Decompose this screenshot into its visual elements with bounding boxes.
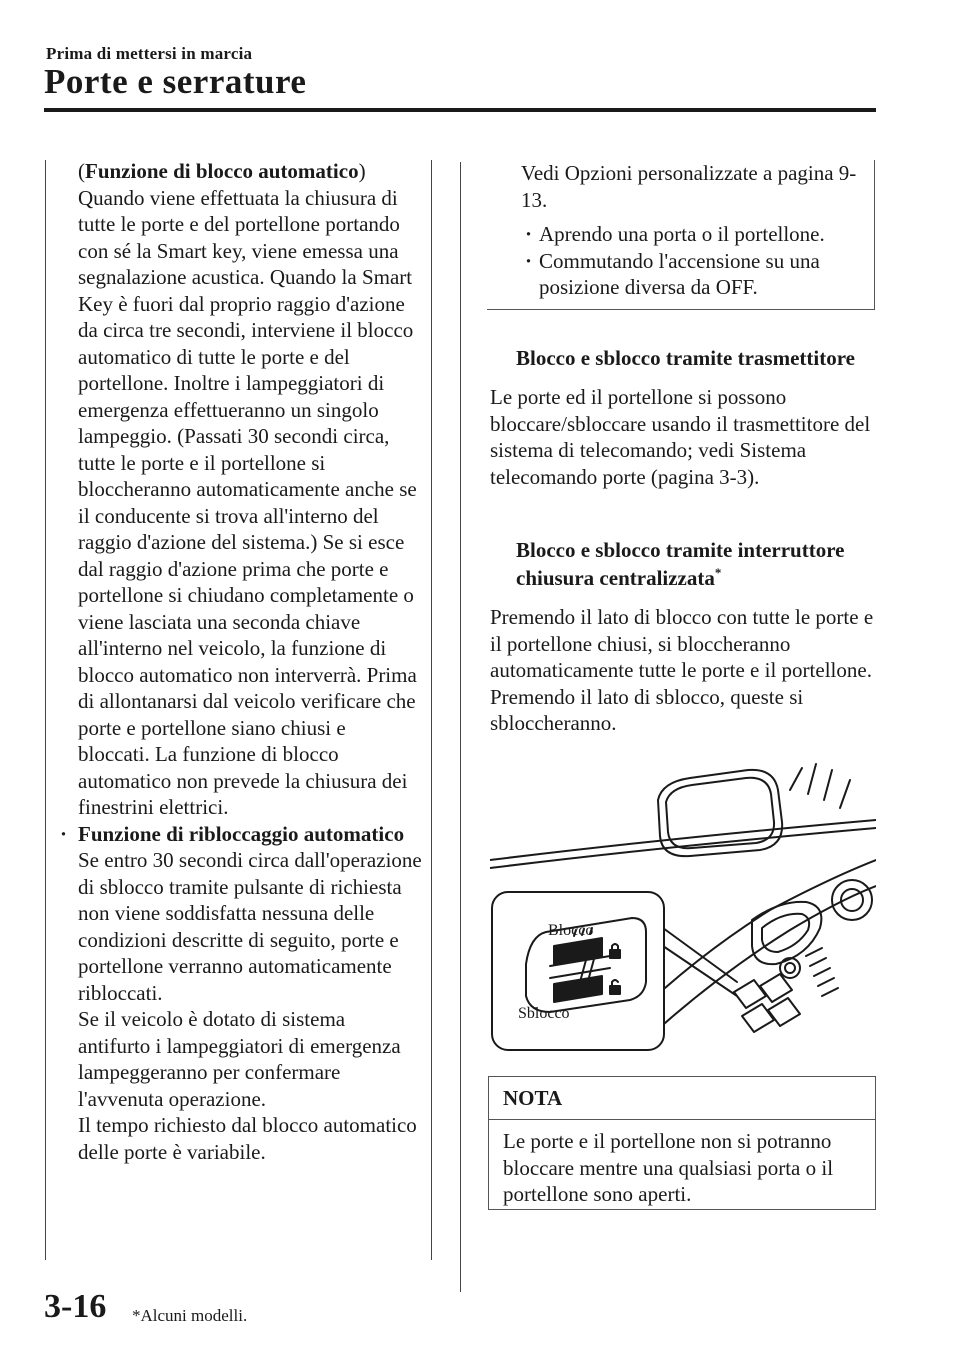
continued-info-box [487, 160, 875, 310]
box-bullet-text: Aprendo una porta o il portellone. [539, 222, 825, 246]
section-label: Prima di mettersi in marcia [46, 44, 253, 63]
transmitter-heading: Blocco e sblocco tramite trasmettitore [516, 346, 855, 370]
bullet-dot: · [525, 222, 533, 246]
auto-lock-heading [50, 158, 422, 185]
label-unlock: Sblocco [518, 1005, 570, 1022]
left-margin-line [45, 160, 46, 1260]
door-panel-illustration [490, 760, 876, 1060]
center-divider [460, 162, 461, 1292]
box-text: Vedi Opzioni personalizzate a pagina 9-13. [521, 161, 857, 212]
box-bullet-1 [521, 221, 860, 248]
header-rule [44, 108, 876, 112]
page-number: 3-16 [44, 1288, 107, 1325]
transmitter-section [490, 344, 876, 490]
switch-section [490, 536, 876, 737]
switch-paragraph-2: Premendo il lato di sblocco, queste si sbloccheranno. [490, 684, 804, 735]
left-column [50, 158, 422, 1165]
relock-paragraph-1: Se entro 30 secondi circa dall'operazione di sblocco tramite pulsante di richiesta non viene soddisfatta nessuna delle condizioni descritte di seguito, porte e portellone verranno automaticamente ribloccati. [78, 848, 422, 1005]
door-lock-switch-figure [490, 760, 876, 1060]
auto-lock-heading-text: Funzione di blocco automatico [85, 159, 359, 183]
label-lock: Blocco [548, 922, 594, 939]
switch-heading-text: Blocco e sblocco tramite interruttore chiusura centralizzata [516, 538, 845, 590]
relock-paragraph-3: Il tempo richiesto dal blocco automatico delle porte è variabile. [78, 1113, 417, 1164]
note-text: Le porte e il portellone non si potranno bloccare mentre una qualsiasi porta o il portellone sono aperti. [503, 1129, 834, 1206]
heading-paren-close: ) [358, 159, 366, 183]
column-divider [431, 160, 432, 1260]
switch-paragraph-1: Premendo il lato di blocco con tutte le porte e il portellone chiusi, si bloccheranno automaticamente tutte le porte e il portellone. [490, 605, 874, 682]
relock-heading: Funzione di ribloccaggio automatico [78, 821, 405, 846]
relock-paragraph-2: Se il veicolo è dotato di sistema antifurto i lampeggiatori di emergenza lampeggeranno per confermare l'avvenuta operazione. [78, 1007, 401, 1111]
page-title: Porte e serrature [44, 62, 307, 101]
box-bullet-2 [521, 248, 860, 301]
transmitter-paragraph: Le porte ed il portellone si possono bloccare/sbloccare usando il trasmettitore del sistema di telecomando; vedi Sistema telecomando porte (pagina 3-3). [490, 385, 871, 489]
footnote-marker: * [714, 565, 722, 580]
relock-bullet-item [50, 821, 422, 1166]
footnote: *Alcuni modelli. [132, 1306, 248, 1325]
note-heading: NOTA [489, 1077, 875, 1120]
box-bullet-text: Commutando l'accensione su una posizione diversa da OFF. [539, 248, 820, 299]
bullet-dot: · [60, 821, 68, 846]
heading-paren-open: ( [78, 159, 85, 183]
switch-heading [490, 536, 876, 592]
auto-lock-paragraph: Quando viene effettuata la chiusura di tutte le porte e del portellone portando con sé la Smart key, viene emessa una segnalazione acustica. Quando la Smart Key è fuori dal proprio raggio d'azione da circa tre secondi, interviene il blocco automatico di tutte le porte e del portellone. Inoltre i lampeggiatori di emergenza effettueranno un singolo lampeggio. (Passati 30 secondi circa, tutte le porte e il portellone si bloccheranno automaticamente anche se il conducente si trova all'interno del raggio d'azione del sistema.) Se si esce dal raggio d'azione prima che porte e portellone si chiudano completamente o viene lasciata una seconda chiave all'interno nel veicolo, la funzione di blocco automatico non interverrà. Prima di allontanarsi dal veicolo verificare che porte e portellone siano chiusi e bloccati. La funzione di blocco automatico non prevede la chiusura dei finestrini elettrici. [78, 185, 417, 819]
bullet-dot: · [525, 248, 533, 273]
note-box [488, 1076, 876, 1210]
